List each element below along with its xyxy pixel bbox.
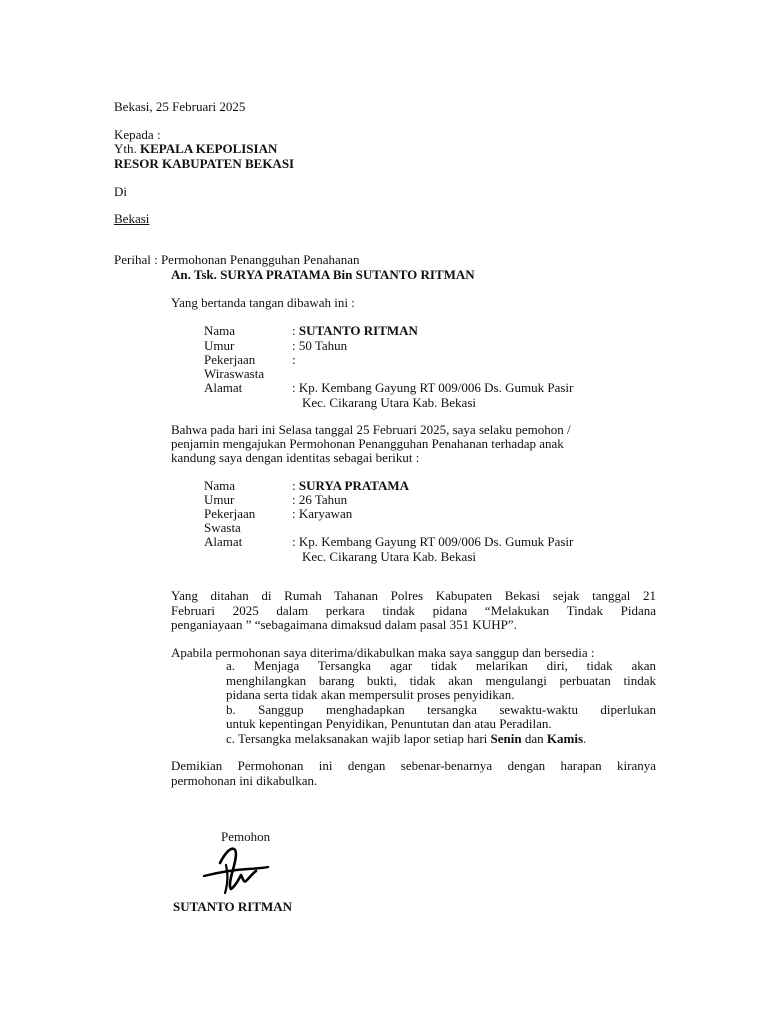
suspect-name [292, 478, 409, 493]
place-date: Bekasi, 25 Februari 2025 [114, 99, 246, 114]
commitment-a-line-3: pidana serta tidak akan mempersulit proses penyidikan. [226, 687, 515, 702]
applicant-job-wrap: Wiraswasta [204, 366, 265, 381]
applicant-age-value: : 50 Tahun [292, 338, 348, 353]
applicant-age-label: Umur [204, 338, 235, 353]
subject-line-1 [114, 252, 360, 267]
commitment-c [226, 732, 656, 747]
recipient-to-label: Kepada : [114, 127, 161, 142]
applicant-job-value: : [292, 352, 296, 367]
closing-paragraph [171, 759, 656, 788]
yth-prefix: Yth. [114, 141, 140, 156]
suspect-name-sep: : [292, 478, 299, 493]
commitment-list [226, 659, 656, 746]
applicant-name-value: SUTANTO RITMAN [298, 323, 418, 338]
detention-paragraph [171, 589, 656, 633]
commitment-c-day-1: Senin [490, 730, 522, 746]
statement-line-2: penjamin mengajukan Permohonan Penangguhan Penahanan terhadap anak [171, 436, 564, 451]
subject-label: Perihal : [114, 252, 161, 267]
subject-line-2: An. Tsk. SURYA PRATAMA Bin SUTANTO RITMAN [171, 267, 475, 282]
commitment-a-line-2: menghilangkan barang bukti, tidak akan mengulangi perbuatan tindak [226, 672, 656, 688]
applicant-job-label: Pekerjaan [204, 352, 256, 367]
applicant-address-line-2: Kec. Cikarang Utara Kab. Bekasi [302, 395, 476, 410]
closing-line-2: permohonan ini dikabulkan. [171, 772, 318, 788]
suspect-age-label: Umur [204, 492, 235, 507]
suspect-age-value: : 26 Tahun [292, 492, 348, 507]
commitment-b-line-2: untuk kepentingan Penyidikan, Penuntutan dan atau Peradilan. [226, 716, 552, 731]
detention-line-1: Yang ditahan di Rumah Tahanan Polres Kabupaten Bekasi sejak tanggal 21 [171, 588, 656, 603]
di-label: Di [114, 184, 127, 199]
applicant-address-line-1: : Kp. Kembang Gayung RT 009/006 Ds. Gumuk Pasir [292, 380, 574, 395]
suspect-name-label: Nama [204, 478, 236, 493]
suspect-name-value: SURYA PRATAMA [298, 478, 410, 493]
commitment-a-line-1: a. Menjaga Tersangka agar tidak melarikan diri, tidak akan [226, 658, 656, 673]
applicant-name [292, 323, 418, 338]
closing-line-1: Demikian Permohonan ini dengan sebenar-benarnya dengan harapan kiranya [171, 758, 656, 773]
commitment-intro: Apabila permohonan saya diterima/dikabulkan maka saya sanggup dan bersedia : [171, 645, 595, 660]
applicant-name-label: Nama [204, 323, 236, 338]
commitment-c-prefix: c. Tersangka melaksanakan wajib lapor setiap hari [226, 730, 491, 746]
suspect-job-value: : Karyawan [292, 506, 353, 521]
signatory-name: SUTANTO RITMAN [173, 899, 293, 914]
intro-text: Yang bertanda tangan dibawah ini : [171, 295, 355, 310]
commitment-c-mid: dan [521, 730, 547, 746]
suspect-job-wrap: Swasta [204, 520, 241, 535]
suspect-address-label: Alamat [204, 534, 243, 549]
commitment-b-line-1: b. Sanggup menghadapkan tersangka sewaktu-waktu diperlukan [226, 701, 656, 717]
statement-line-1: Bahwa pada hari ini Selasa tanggal 25 Februari 2025, saya selaku pemohon / [171, 422, 571, 437]
detention-line-3: penganiayaan ” “sebagaimana dimaksud dalam pasal 351 KUHP”. [171, 617, 517, 632]
commitment-c-day-2: Kamis [546, 730, 584, 746]
commitment-c-end: . [583, 730, 587, 746]
suspect-job-label: Pekerjaan [204, 506, 256, 521]
recipient-city: Bekasi [114, 211, 150, 226]
detention-line-2: Februari 2025 dalam perkara tindak pidana “Melakukan Tindak Pidana [171, 602, 656, 618]
subject-text: Permohonan Penangguhan Penahanan [160, 252, 360, 267]
applicant-name-sep: : [292, 323, 299, 338]
recipient-line-2: RESOR KABUPATEN BEKASI [114, 156, 295, 171]
applicant-address-label: Alamat [204, 380, 243, 395]
handwritten-signature [198, 843, 272, 897]
recipient-line-1 [114, 141, 277, 156]
suspect-address-line-2: Kec. Cikarang Utara Kab. Bekasi [302, 549, 476, 564]
statement-line-3: kandung saya dengan identitas sebagai berikut : [171, 450, 420, 465]
recipient-title: KEPALA KEPOLISIAN [140, 141, 278, 156]
suspect-address-line-1: : Kp. Kembang Gayung RT 009/006 Ds. Gumuk Pasir [292, 534, 574, 549]
signature-label: Pemohon [221, 829, 271, 844]
